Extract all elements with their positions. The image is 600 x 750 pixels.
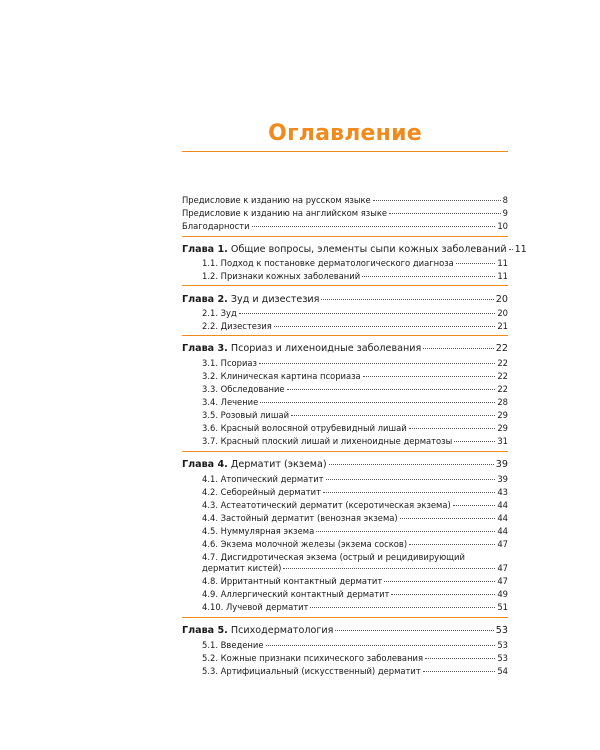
page-number: 10 [497, 221, 508, 231]
toc-chapter-1[interactable] [182, 244, 527, 256]
toc-entry-text: 3.6. Красный волосяной отрубевидный лишай [202, 423, 407, 433]
page-number: 11 [514, 244, 527, 255]
leader-dots [260, 402, 495, 403]
toc-section-4-10[interactable] [202, 602, 508, 613]
toc-section-2-1[interactable] [202, 308, 508, 319]
page-number: 44 [497, 526, 508, 536]
page-number: 51 [497, 602, 508, 612]
leader-dots [287, 389, 496, 390]
leader-dots [425, 658, 495, 659]
section-divider [182, 335, 508, 336]
leader-dots [363, 376, 496, 377]
leader-dots [259, 363, 495, 364]
toc-entry-text: 4.6. Экзема молочной железы (экзема сосков) [202, 539, 408, 549]
page-number: 39 [495, 459, 508, 470]
toc-entry-text: 3.5. Розовый лишай [202, 410, 290, 420]
chapter-label: Глава 4. [182, 459, 228, 470]
toc-entry-text: 3.4. Лечение [202, 397, 259, 407]
toc-entry-text: 3.3. Обследование [202, 384, 285, 394]
leader-dots [316, 531, 495, 532]
page-number: 11 [497, 271, 508, 281]
leader-dots [384, 581, 495, 582]
page-number: 22 [497, 358, 508, 368]
toc-entry-preface-en[interactable] [182, 208, 508, 219]
section-divider [182, 617, 508, 618]
toc-entry-text: Предисловие к изданию на русском языке [182, 195, 371, 205]
leader-dots [283, 568, 495, 569]
toc-entry-text: 1.1. Подход к постановке дерматологического диагноза [202, 258, 454, 268]
chapter-title: Дерматит (экзема) [230, 459, 327, 470]
leader-dots [335, 630, 493, 631]
page-number: 11 [497, 258, 508, 268]
toc-section-1-2[interactable] [202, 271, 508, 282]
toc-entry-text: 5.2. Кожные признаки психического заболевания [202, 653, 424, 663]
page-number: 47 [497, 576, 508, 586]
page-number: 20 [497, 308, 508, 318]
toc-entry-preface-ru[interactable] [182, 195, 508, 206]
leader-dots [252, 226, 496, 227]
toc-entry-text: 4.8. Ирритантный контактный дерматит [202, 576, 383, 586]
page-number: 29 [497, 423, 508, 433]
page-number: 54 [497, 666, 508, 676]
toc-entry-text: 2.1. Зуд [202, 308, 237, 318]
toc-section-2-2[interactable] [202, 321, 508, 332]
leader-dots [326, 479, 496, 480]
leader-dots [329, 464, 494, 465]
page-number: 49 [497, 589, 508, 599]
page-number: 20 [495, 294, 508, 305]
leader-dots [454, 441, 495, 442]
toc-section-3-7[interactable] [202, 436, 508, 447]
toc-section-4-3[interactable] [202, 500, 508, 511]
toc-entry-text-continued: дерматит кистей) [202, 563, 282, 573]
toc-section-4-2[interactable] [202, 487, 508, 498]
title-divider [182, 151, 508, 152]
toc-section-4-6[interactable] [202, 539, 508, 550]
page-number: 28 [497, 397, 508, 407]
toc-entry-text: 3.7. Красный плоский лишай и лихеноидные дерматозы [202, 436, 453, 446]
toc-chapter-2[interactable] [182, 294, 508, 306]
leader-dots [239, 313, 496, 314]
page-number: 53 [497, 653, 508, 663]
page-number: 8 [502, 195, 508, 205]
page-number: 22 [495, 343, 508, 354]
toc-section-3-3[interactable] [202, 384, 508, 395]
toc-section-3-1[interactable] [202, 358, 508, 369]
toc-entry-text: 5.3. Артифициальный (искусственный) дерматит [202, 666, 421, 676]
chapter-label: Глава 2. [182, 294, 228, 305]
leader-dots [373, 200, 501, 201]
page-number: 44 [497, 513, 508, 523]
leader-dots [456, 263, 496, 264]
leader-dots [453, 505, 496, 506]
toc-entry-acknowledgements[interactable] [182, 221, 508, 232]
chapter-title: Психодерматология [230, 625, 334, 636]
toc-entry-text: 5.1. Введение [202, 640, 264, 650]
toc-section-4-4[interactable] [202, 513, 508, 524]
page-number: 22 [497, 384, 508, 394]
toc-section-4-1[interactable] [202, 474, 508, 485]
leader-dots [423, 671, 496, 672]
page-number: 53 [495, 625, 508, 636]
page-number: 9 [502, 208, 508, 218]
toc-section-4-9[interactable] [202, 589, 508, 600]
page-number: 39 [497, 474, 508, 484]
toc-entry-text: 3.2. Клиническая картина псориаза [202, 371, 361, 381]
page-number: 53 [497, 640, 508, 650]
page-number: 29 [497, 410, 508, 420]
toc-section-5-3[interactable] [202, 666, 508, 677]
page-number: 22 [497, 371, 508, 381]
leader-dots [266, 645, 496, 646]
toc-section-4-5[interactable] [202, 526, 508, 537]
chapter-title: Общие вопросы, элементы сыпи кожных заболеваний [230, 244, 507, 255]
chapter-label: Глава 3. [182, 343, 228, 354]
leader-dots [291, 415, 495, 416]
toc-entry-text: 2.2. Дизестезия [202, 321, 272, 331]
section-divider [182, 451, 508, 452]
page-number: 47 [497, 563, 508, 573]
leader-dots [321, 299, 493, 300]
leader-dots [509, 249, 513, 250]
toc-section-4-7[interactable] [202, 552, 508, 574]
toc-section-5-1[interactable] [202, 640, 508, 651]
leader-dots [423, 348, 494, 349]
toc-entry-text: 4.5. Нуммулярная экзема [202, 526, 315, 536]
leader-dots [274, 326, 496, 327]
leader-dots [310, 607, 495, 608]
leader-dots [409, 428, 496, 429]
page-number: 31 [497, 436, 508, 446]
toc-section-5-2[interactable] [202, 653, 508, 664]
toc-section-3-6[interactable] [202, 423, 508, 434]
toc-entry-text: 1.2. Признаки кожных заболеваний [202, 271, 361, 281]
page-number: 47 [497, 539, 508, 549]
page-number: 44 [497, 500, 508, 510]
toc-entry-text: Предисловие к изданию на английском языке [182, 208, 388, 218]
page-title: Оглавление [268, 121, 422, 146]
toc-entry-text: Благодарности [182, 221, 250, 231]
toc-entry-text: 4.2. Себорейный дерматит [202, 487, 321, 497]
chapter-label: Глава 1. [182, 244, 228, 255]
toc-section-3-2[interactable] [202, 371, 508, 382]
toc-chapter-3[interactable] [182, 343, 508, 355]
toc-entry-text: 4.7. Дисгидротическая экзема (острый и рецидивирующий [202, 552, 465, 562]
chapter-title: Зуд и дизестезия [230, 294, 320, 305]
toc-section-3-4[interactable] [202, 397, 508, 408]
chapter-label: Глава 5. [182, 625, 228, 636]
toc-section-4-8[interactable] [202, 576, 508, 587]
leader-dots [323, 492, 495, 493]
toc-chapter-5[interactable] [182, 625, 508, 637]
section-divider [182, 285, 508, 286]
section-divider [182, 236, 508, 237]
toc-section-1-1[interactable] [202, 258, 508, 269]
toc-chapter-4[interactable] [182, 459, 508, 471]
toc-entry-text: 4.4. Застойный дерматит (венозная экзема) [202, 513, 398, 523]
leader-dots [391, 594, 495, 595]
toc-entry-text: 4.1. Атопический дерматит [202, 474, 324, 484]
toc-entry-text: 4.10. Лучевой дерматит [202, 602, 309, 612]
leader-dots [400, 518, 496, 519]
leader-dots [409, 544, 495, 545]
toc-entry-text: 4.3. Астеатотический дерматит (ксеротическая экзема) [202, 500, 451, 510]
page-number: 43 [497, 487, 508, 497]
toc-entry-text: 3.1. Псориаз [202, 358, 258, 368]
leader-dots [389, 213, 501, 214]
chapter-title: Псориаз и лихеноидные заболевания [230, 343, 422, 354]
toc-section-3-5[interactable] [202, 410, 508, 421]
leader-dots [362, 276, 495, 277]
page-number: 21 [497, 321, 508, 331]
toc-entry-text: 4.9. Аллергический контактный дерматит [202, 589, 390, 599]
